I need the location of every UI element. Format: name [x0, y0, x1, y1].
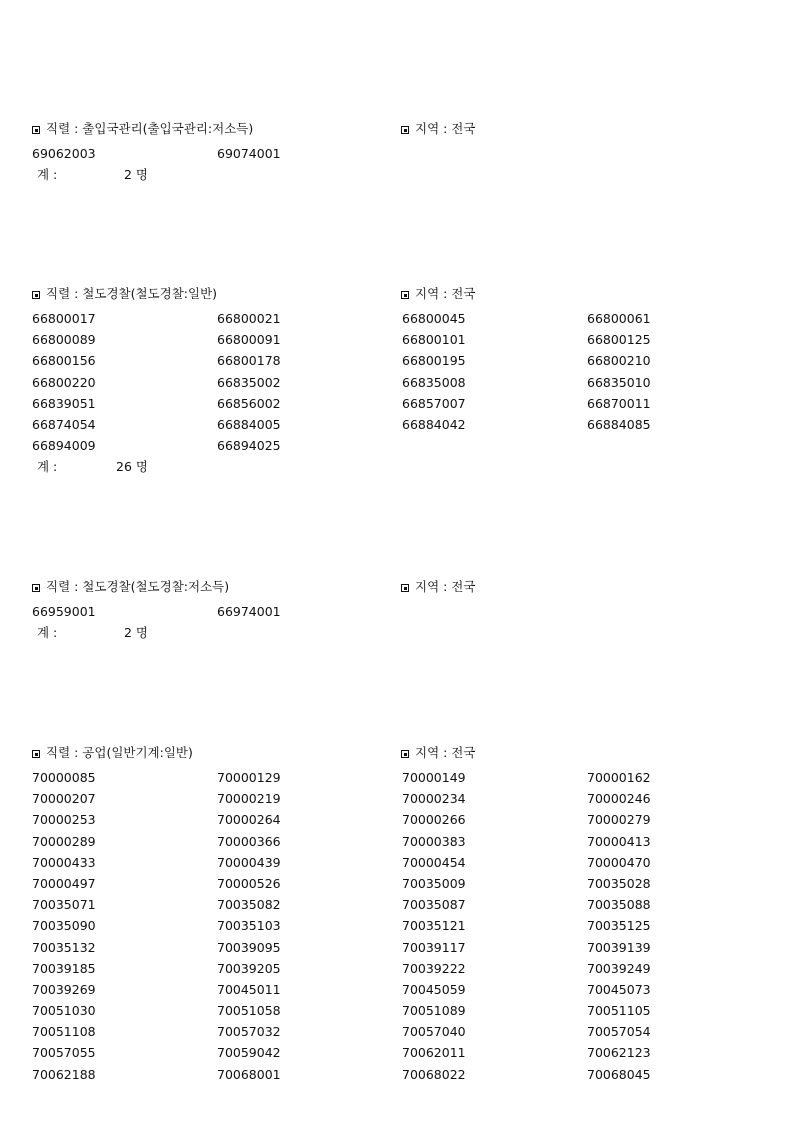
- exam-number: 69074001: [217, 146, 281, 161]
- exam-number: 70035082: [217, 897, 281, 913]
- exam-number: [402, 143, 587, 164]
- exam-number: 70035121: [402, 918, 466, 934]
- exam-number: 70039222: [402, 960, 466, 976]
- exam-number: 66835008: [402, 374, 466, 390]
- section-header: [32, 743, 772, 763]
- exam-number: 66874054: [32, 416, 96, 432]
- exam-number: 70057054: [587, 1024, 651, 1040]
- exam-number: 70051058: [217, 1003, 281, 1019]
- exam-number: 70062011: [402, 1045, 466, 1061]
- exam-number: 70000366: [217, 833, 281, 849]
- exam-number: 66800210: [587, 353, 651, 369]
- exam-number: 69062003: [32, 146, 96, 161]
- exam-number: 70000383: [402, 833, 466, 849]
- exam-number: 70057032: [217, 1024, 281, 1040]
- exam-number: 70039139: [587, 939, 651, 955]
- section-immigration-low-income: [32, 119, 772, 186]
- section-railway-police-low-income: [32, 577, 772, 644]
- exam-number: 70000497: [32, 875, 96, 891]
- square-bullet-icon: [401, 584, 409, 592]
- exam-number: 70059042: [217, 1045, 281, 1061]
- exam-number: 66800017: [32, 311, 96, 326]
- region-label: 지역 : 전국: [415, 121, 476, 136]
- square-bullet-icon: [401, 291, 409, 299]
- number-grid: [32, 601, 772, 622]
- exam-number: 66835002: [217, 374, 281, 390]
- square-bullet-icon: [32, 750, 40, 758]
- square-bullet-icon: [401, 750, 409, 758]
- region-heading: [401, 577, 475, 597]
- exam-number: 70035132: [32, 939, 96, 955]
- exam-number: 66894025: [217, 438, 281, 454]
- exam-number: 70000526: [217, 875, 281, 891]
- exam-number: 70000246: [587, 791, 651, 807]
- job-series-label: 직렬 : 출입국관리(출입국관리:저소득): [46, 121, 254, 136]
- total-label: 계 :: [37, 167, 58, 183]
- exam-number: 70000289: [32, 833, 96, 849]
- exam-number: 70000219: [217, 791, 281, 807]
- section-railway-police-general: [32, 284, 772, 478]
- exam-number: 70057055: [32, 1045, 96, 1061]
- job-series-label: 직렬 : 공업(일반기계:일반): [46, 745, 193, 760]
- region-heading: [401, 743, 475, 763]
- square-bullet-icon: [32, 291, 40, 299]
- exam-number: 66884042: [402, 416, 466, 432]
- exam-number: 70000454: [402, 854, 466, 870]
- exam-number: 70035090: [32, 918, 96, 934]
- exam-number: 70068045: [587, 1066, 651, 1082]
- exam-number: 70062123: [587, 1045, 651, 1061]
- exam-number: 70051089: [402, 1003, 466, 1019]
- exam-number: 70057040: [402, 1024, 466, 1040]
- section-header: [32, 284, 772, 304]
- total-row: [32, 456, 772, 478]
- exam-number: 70035028: [587, 875, 651, 891]
- exam-number: 70039095: [217, 939, 281, 955]
- exam-number: 66800178: [217, 353, 281, 369]
- exam-number: 70035088: [587, 897, 651, 913]
- exam-number: 70000470: [587, 854, 651, 870]
- total-row: [32, 622, 772, 644]
- exam-number: 70051108: [32, 1024, 96, 1040]
- exam-number: 66800061: [587, 311, 651, 326]
- exam-number: [402, 601, 587, 622]
- exam-number: [402, 435, 587, 456]
- region-heading: [401, 284, 475, 304]
- exam-number: 70035087: [402, 897, 466, 913]
- exam-number: 70035009: [402, 875, 466, 891]
- exam-number: [587, 143, 772, 164]
- exam-number: 70000129: [217, 770, 281, 785]
- exam-number: 70068001: [217, 1066, 281, 1082]
- exam-number: 70000234: [402, 791, 466, 807]
- exam-number: 66800101: [402, 332, 466, 348]
- section-header: [32, 119, 772, 139]
- total-count: 2 명: [116, 625, 148, 641]
- exam-number: 70045059: [402, 981, 466, 997]
- exam-number: 70068022: [402, 1066, 466, 1082]
- exam-number: [587, 435, 772, 456]
- exam-number: 66800220: [32, 374, 96, 390]
- exam-number: 66870011: [587, 395, 651, 411]
- exam-number: 70039185: [32, 960, 96, 976]
- exam-number: 70000085: [32, 770, 96, 785]
- job-series-heading: [32, 577, 229, 597]
- region-heading: [401, 119, 475, 139]
- exam-number: 66857007: [402, 395, 466, 411]
- exam-number: 66884005: [217, 416, 281, 432]
- exam-number: 66800021: [217, 311, 281, 326]
- region-label: 지역 : 전국: [415, 286, 476, 301]
- exam-number: 66800045: [402, 311, 466, 326]
- exam-number: 70000253: [32, 812, 96, 828]
- exam-number: 66800089: [32, 332, 96, 348]
- exam-number: 70035071: [32, 897, 96, 913]
- exam-number: 70039117: [402, 939, 466, 955]
- exam-number: 70051105: [587, 1003, 651, 1019]
- exam-number: 66800156: [32, 353, 96, 369]
- exam-number: 70035103: [217, 918, 281, 934]
- total-row: [32, 164, 772, 186]
- exam-number: 70000207: [32, 791, 96, 807]
- number-grid: [32, 767, 772, 1085]
- exam-number: 70000264: [217, 812, 281, 828]
- section-header: [32, 577, 772, 597]
- square-bullet-icon: [401, 126, 409, 134]
- exam-number: 66959001: [32, 604, 96, 619]
- total-label: 계 :: [37, 459, 58, 475]
- exam-number: 70039269: [32, 981, 96, 997]
- exam-number: 70045011: [217, 981, 281, 997]
- exam-number: 70000149: [402, 770, 466, 785]
- exam-number: 66800125: [587, 332, 651, 348]
- job-series-label: 직렬 : 철도경찰(철도경찰:저소득): [46, 579, 230, 594]
- job-series-heading: [32, 284, 217, 304]
- exam-number: 70000433: [32, 854, 96, 870]
- region-label: 지역 : 전국: [415, 745, 476, 760]
- total-count: 26 명: [116, 459, 148, 475]
- exam-number: 66884085: [587, 416, 651, 432]
- exam-number: 70039249: [587, 960, 651, 976]
- number-grid: [32, 143, 772, 164]
- total-count: 2 명: [116, 167, 148, 183]
- number-grid: [32, 308, 772, 456]
- exam-number: 66835010: [587, 374, 651, 390]
- total-label: 계 :: [37, 625, 58, 641]
- exam-number: 66974001: [217, 604, 281, 619]
- exam-number: 70035125: [587, 918, 651, 934]
- exam-number: 70000279: [587, 812, 651, 828]
- job-series-heading: [32, 119, 253, 139]
- square-bullet-icon: [32, 126, 40, 134]
- exam-number: 70045073: [587, 981, 651, 997]
- exam-number: 66800195: [402, 353, 466, 369]
- job-series-label: 직렬 : 철도경찰(철도경찰:일반): [46, 286, 218, 301]
- region-label: 지역 : 전국: [415, 579, 476, 594]
- exam-number: 70000439: [217, 854, 281, 870]
- exam-number: 66894009: [32, 438, 96, 454]
- exam-number: 66856002: [217, 395, 281, 411]
- job-series-heading: [32, 743, 193, 763]
- square-bullet-icon: [32, 584, 40, 592]
- exam-number: 70000413: [587, 833, 651, 849]
- exam-number: 70051030: [32, 1003, 96, 1019]
- exam-number: 70039205: [217, 960, 281, 976]
- section-industrial-machinery-general: [32, 743, 772, 1085]
- exam-number: 66839051: [32, 395, 96, 411]
- exam-number: 70000266: [402, 812, 466, 828]
- exam-number: 70062188: [32, 1066, 96, 1082]
- exam-number: 70000162: [587, 770, 651, 785]
- exam-number: [587, 601, 772, 622]
- exam-number: 66800091: [217, 332, 281, 348]
